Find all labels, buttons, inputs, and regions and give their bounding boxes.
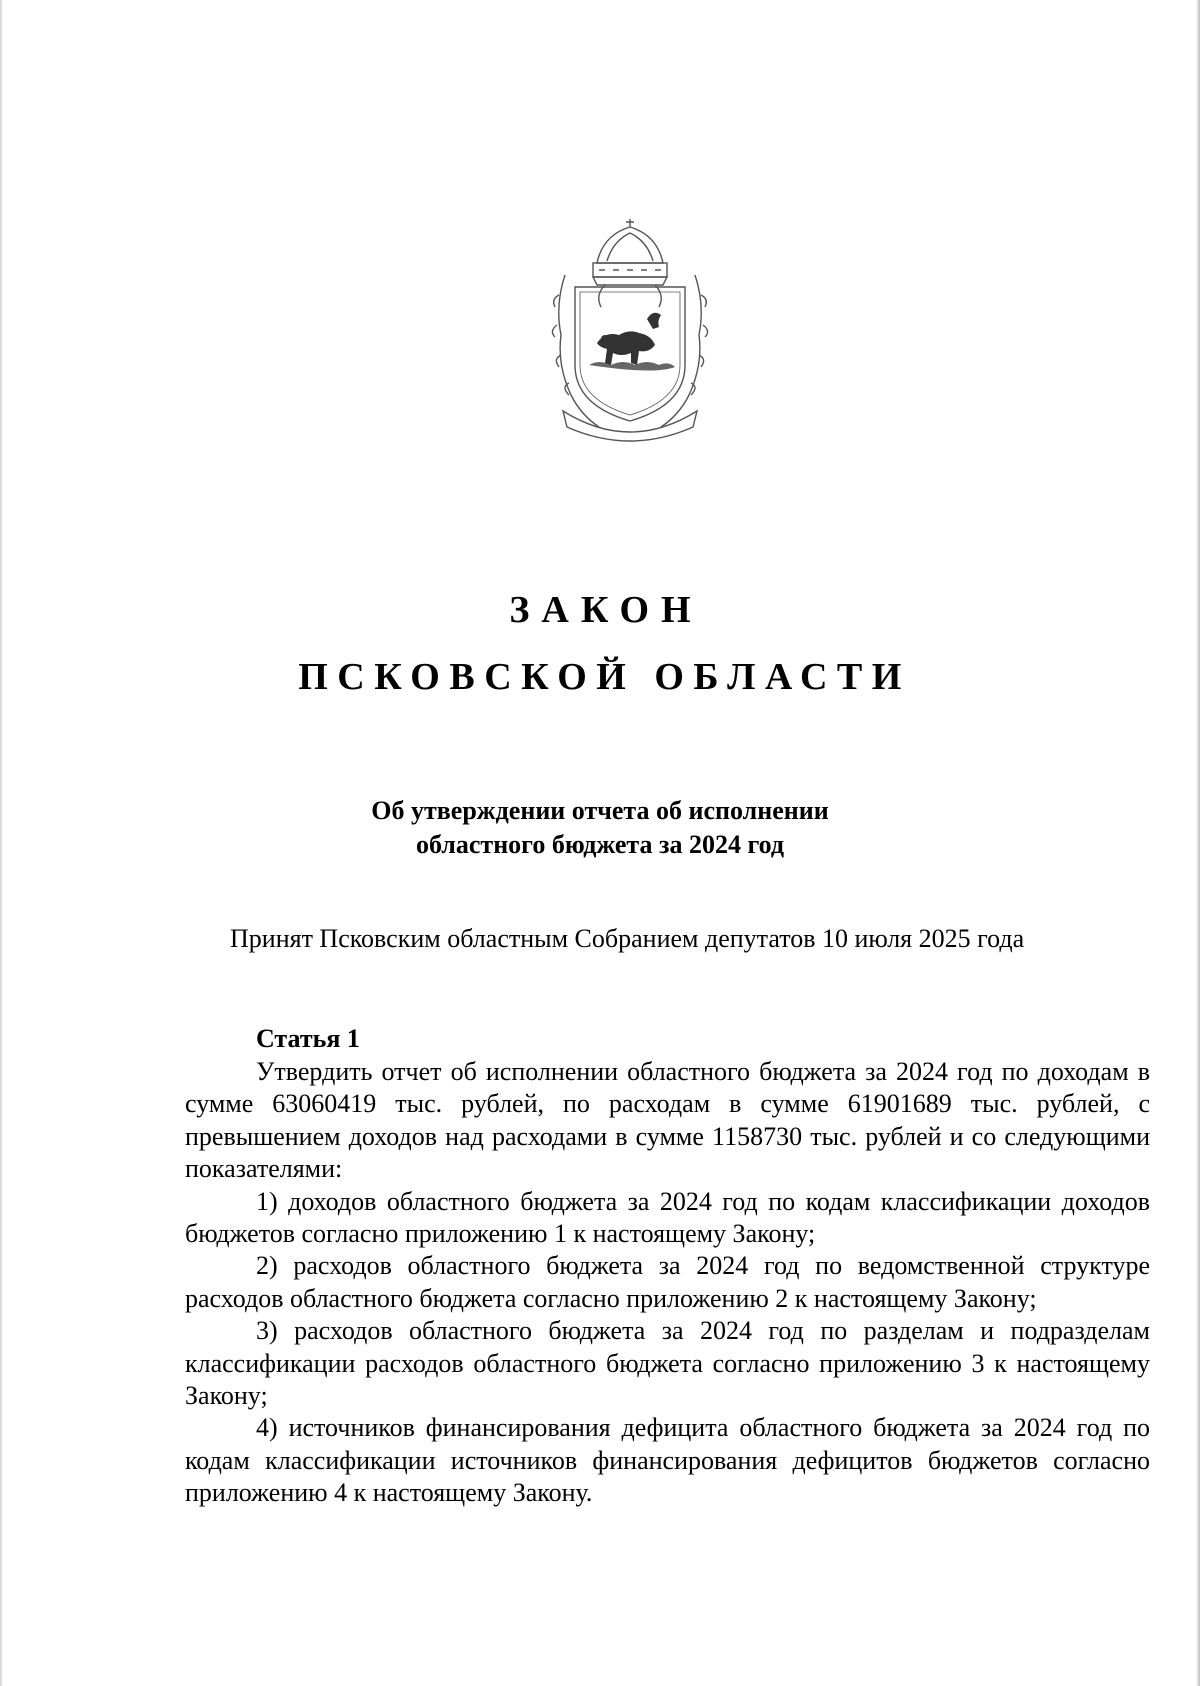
law-subject-line2: областного бюджета за 2024 год (415, 830, 785, 859)
pskov-coat-of-arms-icon (535, 215, 725, 455)
adoption-note: Принят Псковским областным Собранием депутатов 10 июля 2025 года (230, 924, 1025, 953)
article-paragraph: 2) расходов областного бюджета за 2024 год по ведомственной структуре расходов областного бюджета согласно приложению 2 к настоящему Закону; (185, 1251, 1150, 1313)
article-paragraph: 4) источников финансирования дефицита областного бюджета за 2024 год по кодам классификации источников финансирования дефицитов бюджетов согласно приложению 4 к настоящему Закону. (185, 1413, 1150, 1508)
article-body (185, 1056, 1150, 1510)
article-paragraph: 1) доходов областного бюджета за 2024 год по кодам классификации доходов бюджетов согласно приложению 1 к настоящему Закону; (185, 1186, 1150, 1249)
article-title: Статья 1 (256, 1024, 360, 1053)
article-paragraph: 3) расходов областного бюджета за 2024 год по разделам и подразделам классификации расходов областного бюджета согласно приложению 3 к настоящему Закону; (185, 1316, 1150, 1411)
law-subject-line1: Об утверждении отчета об исполнении (371, 796, 829, 825)
article-paragraph: Утвердить отчет об исполнении областного бюджета за 2024 год по доходам в сумме 63060419 тыс. рублей, по расходам в сумме 61901689 тыс. рублей, с превышением доходов над расходами в сумме 1158730 тыс. рублей и со следующими показателями: (185, 1057, 1150, 1184)
law-title: ЗАКОН (509, 589, 703, 631)
region-title: ПСКОВСКОЙ ОБЛАСТИ (298, 656, 911, 698)
